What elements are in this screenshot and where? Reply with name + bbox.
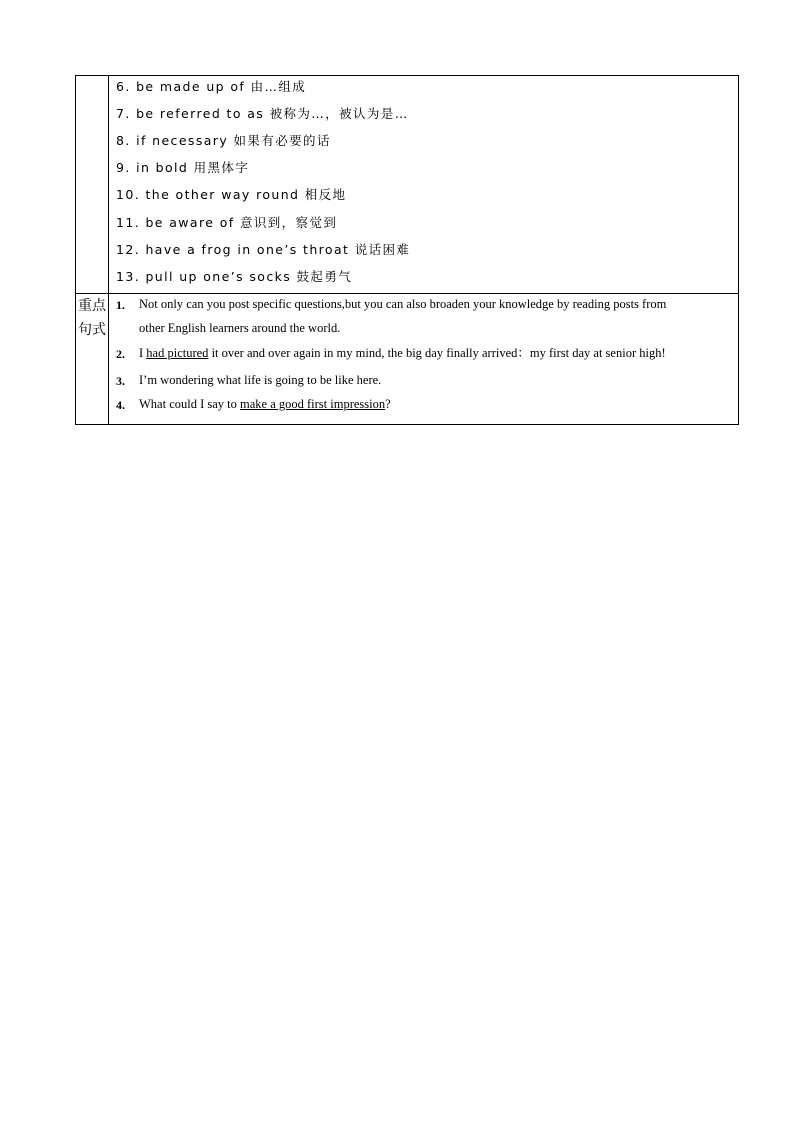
section-label [76, 294, 108, 342]
sentence-text: I’m wondering what life is going to be like here. [139, 373, 382, 387]
sentence-text-part: I [139, 346, 147, 360]
phrase-item: 13. pull up one’s socks 鼓起勇气 [116, 269, 353, 284]
sentence-text-part: ? [385, 397, 391, 411]
phrase-item: 12. have a frog in one’s throat 说话困难 [116, 242, 411, 257]
sentence-text [139, 396, 391, 412]
vocabulary-table [75, 75, 739, 425]
sentence-text [139, 345, 666, 361]
sentence-text-part: What could I say to [139, 397, 241, 411]
phrase-item: 11. be aware of 意识到，察觉到 [116, 215, 338, 230]
sentence-text: Not only can you post specific questions,but you can also broaden your knowledge by reading posts from [139, 297, 667, 311]
sentence-text-part: it over and over again in my mind, the big day finally arrived：my first day at senior high! [208, 346, 666, 360]
underlined-phrase: make a good first impression [240, 397, 386, 411]
sentence-number: 4. [116, 398, 125, 412]
section-label-line2: 句式 [78, 322, 106, 338]
phrase-item: 7. be referred to as 被称为…，被认为是… [116, 106, 409, 121]
underlined-phrase: had pictured [146, 346, 209, 360]
section-label-line1: 重点 [78, 298, 106, 314]
sentence-text: other English learners around the world. [139, 321, 341, 335]
sentence-number: 3. [116, 374, 125, 388]
phrase-item: 9. in bold 用黑体字 [116, 160, 250, 175]
sentence-number: 2. [116, 347, 125, 361]
phrase-item: 8. if necessary 如果有必要的话 [116, 133, 331, 148]
phrase-item: 10. the other way round 相反地 [116, 187, 347, 202]
phrase-item: 6. be made up of 由…组成 [116, 79, 307, 94]
sentence-number: 1. [116, 298, 125, 312]
column-divider [108, 76, 109, 424]
